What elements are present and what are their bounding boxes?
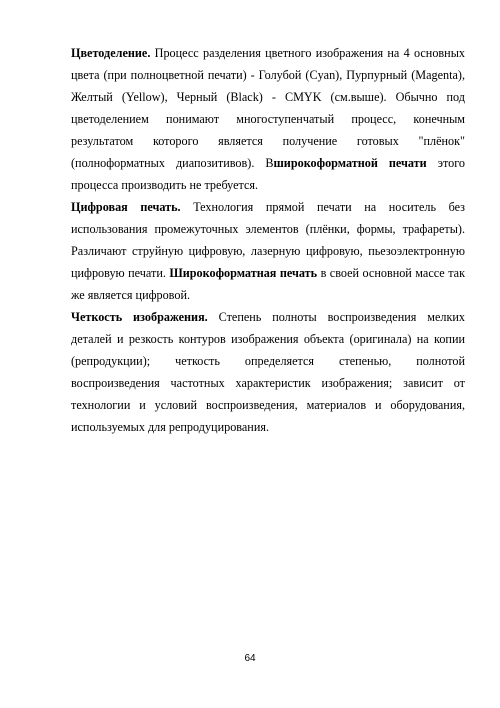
term-color-separation: Цветоделение.: [71, 46, 151, 60]
term-wide-format-printing: широкоформатной печати: [273, 156, 427, 170]
term-digital-printing: Цифровая печать.: [71, 200, 181, 214]
term-image-sharpness: Четкость изображения.: [71, 310, 208, 324]
paragraph-text: Процесс разделения цветного изображения на 4 основных цвета (при полноцветной печати) - Голубой (Cyan), Пурпурный (Magenta), Желтый (Yellow), Черный (Black) - CMYK (см.выше). Обычно под цветоделением понимают многоступенчатый процесс, конечным результатом которого является получение готовых "плёнок" (полноформатных диапозитивов). В: [71, 46, 465, 170]
term-wide-format-printing: Широкоформатная печать: [169, 266, 318, 280]
page-body: [71, 42, 465, 438]
paragraph-color-separation: [71, 42, 465, 196]
paragraph-text: Технология прямой печати на носитель без использования промежуточных элементов (плёнки, формы, трафареты). Различают струйную цифровую, лазерную цифровую, пьезоэлектронную цифровую печати.: [71, 200, 465, 280]
page-number: 64: [244, 653, 256, 664]
paragraph-text: этого процесса производить не требуется.: [71, 156, 465, 192]
paragraph-text: Степень полноты воспроизведения мелких деталей и резкость контуров изображения объекта (оригинала) на копии (репродукции); четкость определяется степенью, полнотой воспроизведения частотных характеристик изображения; зависит от технологии и условий воспроизведения, материалов и оборудования, используемых для репродуцирования.: [71, 310, 465, 434]
paragraph-image-sharpness: [71, 306, 465, 438]
paragraph-digital-printing: [71, 196, 465, 306]
paragraph-text: в своей основной массе так же является цифровой.: [71, 266, 465, 302]
